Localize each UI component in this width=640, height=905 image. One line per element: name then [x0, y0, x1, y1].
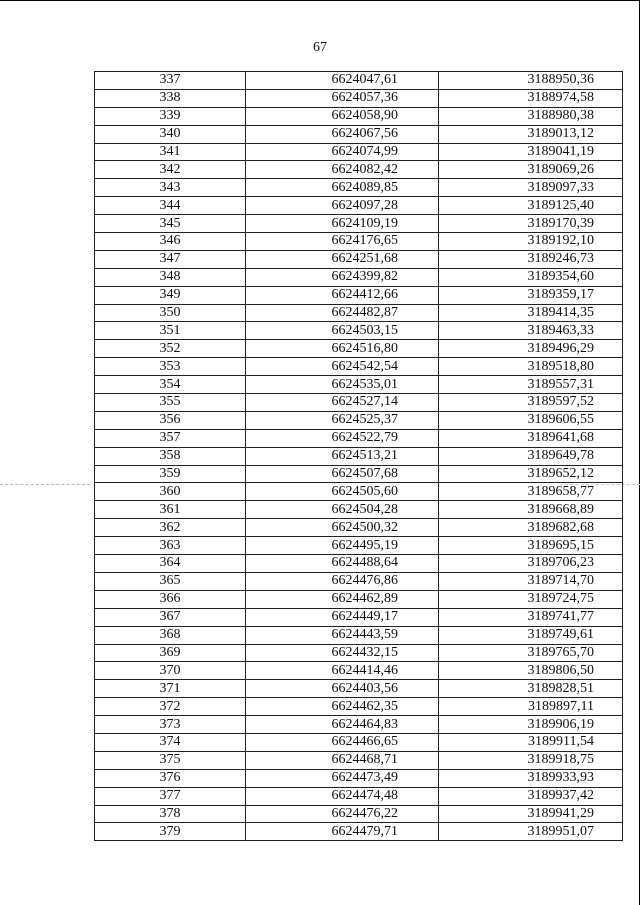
x-coordinate-cell: 6624432,15: [246, 644, 439, 662]
table-row: [95, 805, 623, 823]
table-row: [95, 358, 623, 376]
x-coordinate-cell: 6624251,68: [246, 250, 439, 268]
y-coordinate-cell: 3189668,89: [439, 501, 623, 519]
x-coordinate-cell: 6624542,54: [246, 358, 439, 376]
point-number-cell: 361: [95, 501, 246, 519]
table-row: [95, 537, 623, 555]
table-row: [95, 179, 623, 197]
x-coordinate-cell: 6624476,22: [246, 805, 439, 823]
table-row: [95, 680, 623, 698]
x-coordinate-cell: 6624479,71: [246, 823, 439, 841]
table-row: [95, 555, 623, 573]
y-coordinate-cell: 3189933,93: [439, 769, 623, 787]
y-coordinate-cell: 3188980,38: [439, 107, 623, 125]
x-coordinate-cell: 6624399,82: [246, 268, 439, 286]
point-number-cell: 363: [95, 537, 246, 555]
table-row: [95, 662, 623, 680]
table-row: [95, 125, 623, 143]
table-row: [95, 447, 623, 465]
x-coordinate-cell: 6624047,61: [246, 72, 439, 90]
y-coordinate-cell: 3189806,50: [439, 662, 623, 680]
point-number-cell: 346: [95, 233, 246, 251]
y-coordinate-cell: 3189695,15: [439, 537, 623, 555]
point-number-cell: 362: [95, 519, 246, 537]
x-coordinate-cell: 6624535,01: [246, 376, 439, 394]
table-row: [95, 197, 623, 215]
y-coordinate-cell: 3189518,80: [439, 358, 623, 376]
x-coordinate-cell: 6624495,19: [246, 537, 439, 555]
x-coordinate-cell: 6624109,19: [246, 215, 439, 233]
x-coordinate-cell: 6624414,46: [246, 662, 439, 680]
point-number-cell: 364: [95, 555, 246, 573]
point-number-cell: 369: [95, 644, 246, 662]
y-coordinate-cell: 3189941,29: [439, 805, 623, 823]
y-coordinate-cell: 3189897,11: [439, 698, 623, 716]
y-coordinate-cell: 3189496,29: [439, 340, 623, 358]
y-coordinate-cell: 3188974,58: [439, 89, 623, 107]
y-coordinate-cell: 3189937,42: [439, 787, 623, 805]
y-coordinate-cell: 3189906,19: [439, 716, 623, 734]
table-row: [95, 322, 623, 340]
point-number-cell: 357: [95, 429, 246, 447]
y-coordinate-cell: 3189918,75: [439, 751, 623, 769]
point-number-cell: 350: [95, 304, 246, 322]
y-coordinate-cell: 3189911,54: [439, 733, 623, 751]
y-coordinate-cell: 3188950,36: [439, 72, 623, 90]
table-row: [95, 590, 623, 608]
y-coordinate-cell: 3189557,31: [439, 376, 623, 394]
table-row: [95, 161, 623, 179]
y-coordinate-cell: 3189652,12: [439, 465, 623, 483]
x-coordinate-cell: 6624082,42: [246, 161, 439, 179]
point-number-cell: 379: [95, 823, 246, 841]
y-coordinate-cell: 3189741,77: [439, 608, 623, 626]
table-row: [95, 268, 623, 286]
y-coordinate-cell: 3189246,73: [439, 250, 623, 268]
table-row: [95, 107, 623, 125]
x-coordinate-cell: 6624504,28: [246, 501, 439, 519]
table-row: [95, 698, 623, 716]
table-row: [95, 411, 623, 429]
x-coordinate-cell: 6624449,17: [246, 608, 439, 626]
point-number-cell: 375: [95, 751, 246, 769]
x-coordinate-cell: 6624500,32: [246, 519, 439, 537]
table-row: [95, 72, 623, 90]
point-number-cell: 356: [95, 411, 246, 429]
point-number-cell: 365: [95, 572, 246, 590]
y-coordinate-cell: 3189013,12: [439, 125, 623, 143]
y-coordinate-cell: 3189714,70: [439, 572, 623, 590]
table-row: [95, 215, 623, 233]
x-coordinate-cell: 6624516,80: [246, 340, 439, 358]
y-coordinate-cell: 3189724,75: [439, 590, 623, 608]
table-row: [95, 340, 623, 358]
x-coordinate-cell: 6624058,90: [246, 107, 439, 125]
x-coordinate-cell: 6624403,56: [246, 680, 439, 698]
page-top-edge: [0, 0, 640, 1]
x-coordinate-cell: 6624488,64: [246, 555, 439, 573]
x-coordinate-cell: 6624067,56: [246, 125, 439, 143]
y-coordinate-cell: 3189641,68: [439, 429, 623, 447]
table-row: [95, 787, 623, 805]
table-row: [95, 572, 623, 590]
table-row: [95, 465, 623, 483]
x-coordinate-cell: 6624505,60: [246, 483, 439, 501]
y-coordinate-cell: 3189354,60: [439, 268, 623, 286]
x-coordinate-cell: 6624503,15: [246, 322, 439, 340]
x-coordinate-cell: 6624525,37: [246, 411, 439, 429]
point-number-cell: 337: [95, 72, 246, 90]
y-coordinate-cell: 3189682,68: [439, 519, 623, 537]
point-number-cell: 378: [95, 805, 246, 823]
point-number-cell: 358: [95, 447, 246, 465]
table-row: [95, 483, 623, 501]
y-coordinate-cell: 3189097,33: [439, 179, 623, 197]
table-row: [95, 716, 623, 734]
table-row: [95, 823, 623, 841]
x-coordinate-cell: 6624464,83: [246, 716, 439, 734]
x-coordinate-cell: 6624522,79: [246, 429, 439, 447]
page-number: 67: [313, 40, 327, 55]
table-row: [95, 233, 623, 251]
table-row: [95, 769, 623, 787]
x-coordinate-cell: 6624507,68: [246, 465, 439, 483]
y-coordinate-cell: 3189125,40: [439, 197, 623, 215]
point-number-cell: 339: [95, 107, 246, 125]
x-coordinate-cell: 6624513,21: [246, 447, 439, 465]
table-row: [95, 429, 623, 447]
y-coordinate-cell: 3189749,61: [439, 626, 623, 644]
point-number-cell: 372: [95, 698, 246, 716]
point-number-cell: 373: [95, 716, 246, 734]
point-number-cell: 343: [95, 179, 246, 197]
y-coordinate-cell: 3189706,23: [439, 555, 623, 573]
table-row: [95, 143, 623, 161]
y-coordinate-cell: 3189765,70: [439, 644, 623, 662]
y-coordinate-cell: 3189414,35: [439, 304, 623, 322]
point-number-cell: 351: [95, 322, 246, 340]
table-row: [95, 608, 623, 626]
x-coordinate-cell: 6624097,28: [246, 197, 439, 215]
x-coordinate-cell: 6624474,48: [246, 787, 439, 805]
point-number-cell: 341: [95, 143, 246, 161]
x-coordinate-cell: 6624412,66: [246, 286, 439, 304]
point-number-cell: 338: [95, 89, 246, 107]
point-number-cell: 348: [95, 268, 246, 286]
point-number-cell: 368: [95, 626, 246, 644]
point-number-cell: 366: [95, 590, 246, 608]
table-row: [95, 89, 623, 107]
x-coordinate-cell: 6624443,59: [246, 626, 439, 644]
y-coordinate-cell: 3189649,78: [439, 447, 623, 465]
point-number-cell: 345: [95, 215, 246, 233]
table-row: [95, 519, 623, 537]
x-coordinate-cell: 6624057,36: [246, 89, 439, 107]
table-row: [95, 644, 623, 662]
table-row: [95, 250, 623, 268]
y-coordinate-cell: 3189041,19: [439, 143, 623, 161]
x-coordinate-cell: 6624468,71: [246, 751, 439, 769]
point-number-cell: 360: [95, 483, 246, 501]
point-number-cell: 349: [95, 286, 246, 304]
y-coordinate-cell: 3189463,33: [439, 322, 623, 340]
coordinates-table-body: [95, 72, 623, 841]
table-row: [95, 626, 623, 644]
point-number-cell: 374: [95, 733, 246, 751]
point-number-cell: 347: [95, 250, 246, 268]
y-coordinate-cell: 3189192,10: [439, 233, 623, 251]
table-row: [95, 286, 623, 304]
y-coordinate-cell: 3189606,55: [439, 411, 623, 429]
point-number-cell: 344: [95, 197, 246, 215]
y-coordinate-cell: 3189658,77: [439, 483, 623, 501]
x-coordinate-cell: 6624176,65: [246, 233, 439, 251]
x-coordinate-cell: 6624473,49: [246, 769, 439, 787]
y-coordinate-cell: 3189170,39: [439, 215, 623, 233]
point-number-cell: 370: [95, 662, 246, 680]
point-number-cell: 355: [95, 394, 246, 412]
table-row: [95, 376, 623, 394]
table-row: [95, 751, 623, 769]
x-coordinate-cell: 6624462,89: [246, 590, 439, 608]
scan-artifact-line-left: [0, 484, 90, 485]
y-coordinate-cell: 3189069,26: [439, 161, 623, 179]
table-row: [95, 304, 623, 322]
point-number-cell: 359: [95, 465, 246, 483]
table-row: [95, 501, 623, 519]
y-coordinate-cell: 3189359,17: [439, 286, 623, 304]
point-number-cell: 376: [95, 769, 246, 787]
point-number-cell: 354: [95, 376, 246, 394]
x-coordinate-cell: 6624482,87: [246, 304, 439, 322]
point-number-cell: 340: [95, 125, 246, 143]
table-row: [95, 394, 623, 412]
point-number-cell: 371: [95, 680, 246, 698]
x-coordinate-cell: 6624527,14: [246, 394, 439, 412]
x-coordinate-cell: 6624089,85: [246, 179, 439, 197]
y-coordinate-cell: 3189828,51: [439, 680, 623, 698]
y-coordinate-cell: 3189951,07: [439, 823, 623, 841]
point-number-cell: 352: [95, 340, 246, 358]
x-coordinate-cell: 6624462,35: [246, 698, 439, 716]
point-number-cell: 377: [95, 787, 246, 805]
x-coordinate-cell: 6624466,65: [246, 733, 439, 751]
y-coordinate-cell: 3189597,52: [439, 394, 623, 412]
point-number-cell: 353: [95, 358, 246, 376]
x-coordinate-cell: 6624074,99: [246, 143, 439, 161]
point-number-cell: 342: [95, 161, 246, 179]
x-coordinate-cell: 6624476,86: [246, 572, 439, 590]
coordinates-table: [94, 71, 623, 841]
point-number-cell: 367: [95, 608, 246, 626]
table-row: [95, 733, 623, 751]
